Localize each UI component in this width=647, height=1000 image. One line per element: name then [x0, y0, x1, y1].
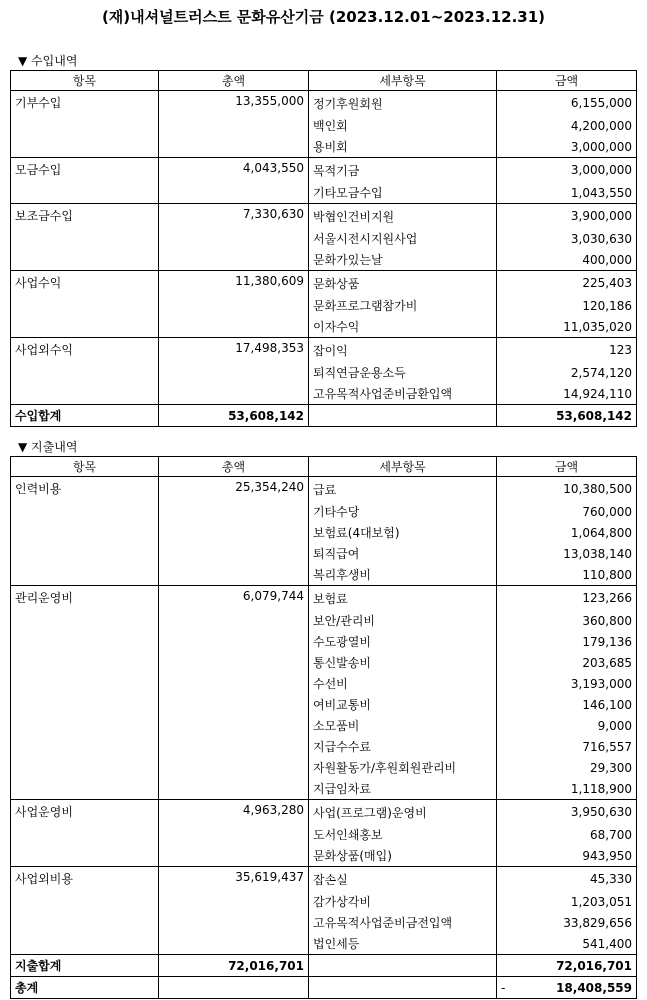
table-row [11, 564, 637, 586]
detail-amount: 1,203,051 [497, 891, 637, 912]
header-amount: 금액 [497, 457, 637, 477]
group-name: 인력비용 [11, 477, 159, 502]
total-sum: 53,608,142 [159, 405, 309, 427]
detail-amount: 4,200,000 [497, 115, 637, 136]
group-name: 모금수입 [11, 158, 159, 183]
group-name-empty [11, 631, 159, 652]
table-row [11, 824, 637, 845]
table-row [11, 586, 637, 611]
detail-name: 지급수수료 [309, 736, 497, 757]
table-row [11, 91, 637, 116]
group-total-empty [159, 362, 309, 383]
group-total-empty [159, 845, 309, 867]
detail-amount: 123,266 [497, 586, 637, 611]
group-total-empty [159, 933, 309, 955]
detail-amount: 2,574,120 [497, 362, 637, 383]
table-row [11, 204, 637, 229]
expense-section-label: ▼ 지출내역 [18, 440, 78, 454]
detail-amount: 225,403 [497, 271, 637, 296]
group-name-empty [11, 933, 159, 955]
table-row [11, 694, 637, 715]
detail-amount: 716,557 [497, 736, 637, 757]
header-item: 항목 [11, 71, 159, 91]
group-name-empty [11, 316, 159, 338]
detail-amount: 45,330 [497, 867, 637, 892]
table-row [11, 228, 637, 249]
table-row [11, 115, 637, 136]
detail-amount: 3,900,000 [497, 204, 637, 229]
page-title: (재)내셔널트러스트 문화유산기금 (2023.12.01~2023.12.31) [101, 8, 546, 26]
detail-amount: 760,000 [497, 501, 637, 522]
group-name-empty [11, 891, 159, 912]
detail-amount: 3,000,000 [497, 136, 637, 158]
grand-total-dash: - [501, 980, 506, 995]
group-total-empty [159, 824, 309, 845]
group-name-empty [11, 362, 159, 383]
group-name: 사업운영비 [11, 800, 159, 825]
detail-amount: 68,700 [497, 824, 637, 845]
detail-amount: 541,400 [497, 933, 637, 955]
group-name-empty [11, 228, 159, 249]
detail-amount: 3,950,630 [497, 800, 637, 825]
group-total: 35,619,437 [159, 867, 309, 892]
detail-amount: 3,193,000 [497, 673, 637, 694]
detail-name: 수도광열비 [309, 631, 497, 652]
detail-name: 소모품비 [309, 715, 497, 736]
group-name-empty [11, 182, 159, 204]
group-name-empty [11, 757, 159, 778]
grand-total-row [11, 977, 637, 999]
group-name-empty [11, 778, 159, 800]
detail-name: 퇴직급여 [309, 543, 497, 564]
group-name-empty [11, 249, 159, 271]
detail-name: 복리후생비 [309, 564, 497, 586]
detail-amount: 400,000 [497, 249, 637, 271]
header-amount: 금액 [497, 71, 637, 91]
table-row [11, 673, 637, 694]
detail-name: 문화프로그램참가비 [309, 295, 497, 316]
table-row [11, 136, 637, 158]
group-name-empty [11, 136, 159, 158]
total-label: 지출합계 [11, 955, 159, 977]
group-total-empty [159, 501, 309, 522]
group-total: 6,079,744 [159, 586, 309, 611]
income-header-row [11, 71, 637, 91]
detail-amount: 110,800 [497, 564, 637, 586]
detail-name: 기타모금수입 [309, 182, 497, 204]
group-name-empty [11, 652, 159, 673]
table-row [11, 610, 637, 631]
detail-amount: 3,030,630 [497, 228, 637, 249]
detail-amount: 29,300 [497, 757, 637, 778]
expense-table [10, 456, 637, 999]
detail-amount: 1,064,800 [497, 522, 637, 543]
group-total-empty [159, 136, 309, 158]
group-name-empty [11, 115, 159, 136]
detail-name: 수선비 [309, 673, 497, 694]
detail-name: 고유목적사업준비금환입액 [309, 383, 497, 405]
table-row [11, 271, 637, 296]
total-row [11, 405, 637, 427]
table-row [11, 501, 637, 522]
group-total-empty [159, 182, 309, 204]
total-row [11, 955, 637, 977]
detail-amount: 10,380,500 [497, 477, 637, 502]
detail-name: 잡이익 [309, 338, 497, 363]
group-name-empty [11, 522, 159, 543]
table-row [11, 182, 637, 204]
detail-name: 잡손실 [309, 867, 497, 892]
table-row [11, 477, 637, 502]
expense-header-row [11, 457, 637, 477]
detail-name: 고유목적사업준비금전입액 [309, 912, 497, 933]
group-total-empty [159, 115, 309, 136]
detail-name: 퇴직연금운용소득 [309, 362, 497, 383]
table-row [11, 891, 637, 912]
table-row [11, 778, 637, 800]
detail-amount: 360,800 [497, 610, 637, 631]
total-amount: 72,016,701 [497, 955, 637, 977]
detail-name: 박협인건비지원 [309, 204, 497, 229]
detail-amount: 13,038,140 [497, 543, 637, 564]
detail-amount: 146,100 [497, 694, 637, 715]
total-sum: 72,016,701 [159, 955, 309, 977]
group-name-empty [11, 845, 159, 867]
total-empty [309, 405, 497, 427]
detail-name: 보험료(4대보험) [309, 522, 497, 543]
group-name-empty [11, 736, 159, 757]
group-total: 17,498,353 [159, 338, 309, 363]
grand-total-empty [159, 977, 309, 999]
group-name: 사업외수익 [11, 338, 159, 363]
group-total-empty [159, 891, 309, 912]
table-row [11, 543, 637, 564]
detail-name: 이자수익 [309, 316, 497, 338]
group-name-empty [11, 912, 159, 933]
table-row [11, 845, 637, 867]
header-detail: 세부항목 [309, 457, 497, 477]
detail-name: 여비교통비 [309, 694, 497, 715]
table-row [11, 652, 637, 673]
detail-name: 보험료 [309, 586, 497, 611]
group-name-empty [11, 295, 159, 316]
group-name-empty [11, 543, 159, 564]
group-total-empty [159, 228, 309, 249]
detail-name: 문화상품(매입) [309, 845, 497, 867]
table-row [11, 158, 637, 183]
grand-total-empty [309, 977, 497, 999]
detail-name: 지급임차료 [309, 778, 497, 800]
group-total-empty [159, 316, 309, 338]
income-body [11, 91, 637, 427]
grand-total-label: 총계 [11, 977, 159, 999]
group-name-empty [11, 501, 159, 522]
group-total-empty [159, 673, 309, 694]
detail-amount: 3,000,000 [497, 158, 637, 183]
detail-name: 법인세등 [309, 933, 497, 955]
detail-name: 용비회 [309, 136, 497, 158]
detail-amount: 1,118,900 [497, 778, 637, 800]
detail-name: 백인회 [309, 115, 497, 136]
group-name: 관리운영비 [11, 586, 159, 611]
detail-name: 정기후원회원 [309, 91, 497, 116]
group-total-empty [159, 383, 309, 405]
group-name: 사업외비용 [11, 867, 159, 892]
table-row [11, 912, 637, 933]
group-name-empty [11, 564, 159, 586]
detail-amount: 120,186 [497, 295, 637, 316]
detail-name: 급료 [309, 477, 497, 502]
group-name-empty [11, 824, 159, 845]
group-total-empty [159, 295, 309, 316]
group-total: 13,355,000 [159, 91, 309, 116]
grand-total-amount: 18,408,559 [556, 980, 632, 995]
table-row [11, 383, 637, 405]
header-item: 항목 [11, 457, 159, 477]
table-row [11, 338, 637, 363]
detail-name: 문화가있는날 [309, 249, 497, 271]
detail-amount: 179,136 [497, 631, 637, 652]
group-total-empty [159, 715, 309, 736]
group-total-empty [159, 778, 309, 800]
group-name-empty [11, 715, 159, 736]
detail-name: 보안/관리비 [309, 610, 497, 631]
detail-name: 기타수당 [309, 501, 497, 522]
group-name-empty [11, 673, 159, 694]
table-row [11, 736, 637, 757]
group-total: 4,963,280 [159, 800, 309, 825]
group-total: 4,043,550 [159, 158, 309, 183]
header-total: 총액 [159, 457, 309, 477]
detail-name: 목적기금 [309, 158, 497, 183]
table-row [11, 715, 637, 736]
group-name-empty [11, 694, 159, 715]
table-row [11, 631, 637, 652]
table-row [11, 316, 637, 338]
total-amount: 53,608,142 [497, 405, 637, 427]
table-row [11, 867, 637, 892]
table-row [11, 295, 637, 316]
table-row [11, 522, 637, 543]
detail-amount: 943,950 [497, 845, 637, 867]
group-total-empty [159, 652, 309, 673]
group-name: 기부수입 [11, 91, 159, 116]
header-total: 총액 [159, 71, 309, 91]
detail-name: 자원활동가/후원회원관리비 [309, 757, 497, 778]
group-total-empty [159, 543, 309, 564]
income-table [10, 70, 637, 427]
group-name: 사업수익 [11, 271, 159, 296]
detail-amount: 14,924,110 [497, 383, 637, 405]
detail-amount: 6,155,000 [497, 91, 637, 116]
detail-name: 사업(프로그램)운영비 [309, 800, 497, 825]
group-total: 11,380,609 [159, 271, 309, 296]
detail-name: 도서인쇄홍보 [309, 824, 497, 845]
detail-amount: 11,035,020 [497, 316, 637, 338]
group-name-empty [11, 610, 159, 631]
total-label: 수입합계 [11, 405, 159, 427]
grand-total-cell [497, 977, 637, 999]
group-total-empty [159, 736, 309, 757]
group-total: 7,330,630 [159, 204, 309, 229]
detail-amount: 123 [497, 338, 637, 363]
group-name-empty [11, 383, 159, 405]
detail-name: 감가상각비 [309, 891, 497, 912]
group-total-empty [159, 631, 309, 652]
group-total-empty [159, 757, 309, 778]
table-row [11, 249, 637, 271]
group-total: 25,354,240 [159, 477, 309, 502]
group-total-empty [159, 610, 309, 631]
group-total-empty [159, 564, 309, 586]
total-empty [309, 955, 497, 977]
table-row [11, 800, 637, 825]
expense-body [11, 477, 637, 999]
detail-name: 통신발송비 [309, 652, 497, 673]
detail-amount: 203,685 [497, 652, 637, 673]
table-row [11, 362, 637, 383]
group-total-empty [159, 522, 309, 543]
header-detail: 세부항목 [309, 71, 497, 91]
group-total-empty [159, 912, 309, 933]
group-name: 보조금수입 [11, 204, 159, 229]
detail-amount: 33,829,656 [497, 912, 637, 933]
table-row [11, 757, 637, 778]
detail-amount: 9,000 [497, 715, 637, 736]
income-section-label: ▼ 수입내역 [18, 54, 78, 68]
detail-name: 문화상품 [309, 271, 497, 296]
detail-amount: 1,043,550 [497, 182, 637, 204]
detail-name: 서울시전시지원사업 [309, 228, 497, 249]
group-total-empty [159, 249, 309, 271]
group-total-empty [159, 694, 309, 715]
table-row [11, 933, 637, 955]
